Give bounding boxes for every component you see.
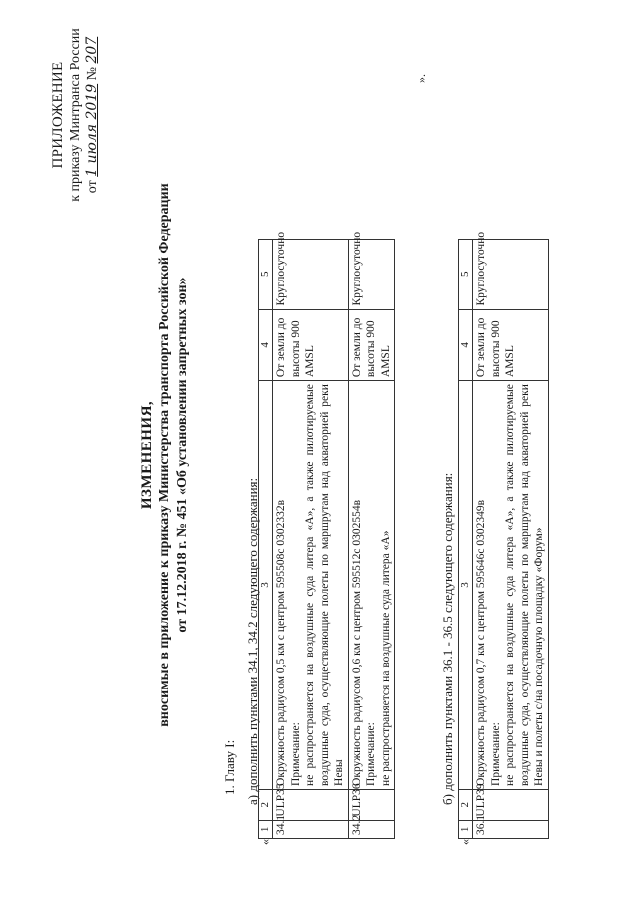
- description-note-label: Примечание:: [489, 722, 502, 786]
- appendix-date-line: [84, 15, 101, 215]
- zone-description: [348, 381, 395, 790]
- zone-code: ULP39: [473, 789, 549, 820]
- table-row: [348, 240, 395, 839]
- table-b-header-row: [459, 240, 473, 839]
- row-number: 34.1: [273, 820, 349, 838]
- zone-code: ULP35: [273, 789, 349, 820]
- handwritten-number: 207: [84, 36, 100, 64]
- row-number: 34.2: [348, 820, 395, 838]
- number-prefix: №: [85, 66, 100, 81]
- row-number: 36.1: [473, 820, 549, 838]
- appendix-block: [50, 15, 101, 215]
- section-b-label: б) дополнить пунктами 36.1 - 36.5 следующего содержания:: [440, 472, 455, 805]
- zone-altitude: От земли до высоты 900 AMSL: [348, 309, 395, 381]
- zone-description: [273, 381, 349, 790]
- date-prefix: от: [85, 180, 100, 194]
- table-row: [273, 240, 349, 839]
- table-a: [258, 231, 395, 839]
- table-header-cell: 4: [259, 309, 273, 381]
- table-header-cell: 1: [259, 820, 273, 838]
- table-header-cell: 2: [259, 789, 273, 820]
- description-note-label: Примечание:: [289, 722, 302, 786]
- zone-time: Круглосуточно: [348, 240, 395, 310]
- zone-code: ULP36: [348, 789, 395, 820]
- description-note-text: не распространяется на воздушные суда литера «А»: [379, 530, 392, 786]
- description-note-label: Примечание:: [365, 722, 377, 786]
- description-main: Окружность радиусом 0,5 км с центром 595508с 0302332в: [275, 499, 287, 786]
- chapter-label: 1. Главу I:: [222, 739, 237, 795]
- table-header-cell: 1: [459, 820, 473, 838]
- description-main: Окружность радиусом 0,6 км с центром 595512с 0302554в: [350, 499, 363, 786]
- table-header-cell: 3: [459, 381, 473, 790]
- zone-time: Круглосуточно: [273, 240, 349, 310]
- handwritten-date: 1 июля 2019: [84, 83, 100, 177]
- quote-close-a: ».: [414, 74, 428, 83]
- description-note-text: не распространяется на воздушные суда литера «А», а также пилотируемые воздушные суда, осуществляющие полеты по маршрутам над акваторией реки Невы и полеты с/на посадочную площадку «Форум»: [504, 384, 545, 786]
- table-row: [473, 240, 549, 839]
- table-a-header-row: [259, 240, 273, 839]
- description-note-text: не распространяется на воздушные суда литера «А», а также пилотируемые воздушные суда, осуществляющие полеты по маршрутам над акваторией реки Невы: [304, 384, 345, 786]
- table-header-cell: 3: [259, 381, 273, 790]
- quote-open-a: «: [258, 839, 272, 845]
- zone-altitude: От земли до высоты 900 AMSL: [473, 309, 549, 381]
- description-main: Окружность радиусом 0,7 км с центром 595646с 0302349в: [475, 499, 487, 786]
- table-header-cell: 4: [459, 309, 473, 381]
- table-header-cell: 5: [259, 240, 273, 310]
- zone-description: [473, 381, 549, 790]
- title-line-1: ИЗМЕНЕНИЯ,: [139, 400, 155, 510]
- section-a-label: а) дополнить пунктами 34.1, 34.2 следующего содержания:: [245, 477, 260, 805]
- appendix-title: ПРИЛОЖЕНИЕ: [50, 61, 66, 169]
- appendix-order-line: к приказу Минтранса России: [68, 28, 83, 202]
- table-header-cell: 5: [459, 240, 473, 310]
- zone-altitude: От земли до высоты 900 AMSL: [273, 309, 349, 381]
- table-b: [458, 231, 549, 839]
- title-line-3: от 17.12.2018 г. № 451 «Об установлении запретных зон»: [175, 277, 190, 633]
- table-header-cell: 2: [459, 789, 473, 820]
- document-title: [138, 175, 192, 735]
- title-line-2: вносимые в приложение к приказу Министерства транспорта Российской Федерации: [157, 183, 172, 727]
- quote-open-b: «: [458, 839, 472, 845]
- zone-time: Круглосуточно: [473, 240, 549, 310]
